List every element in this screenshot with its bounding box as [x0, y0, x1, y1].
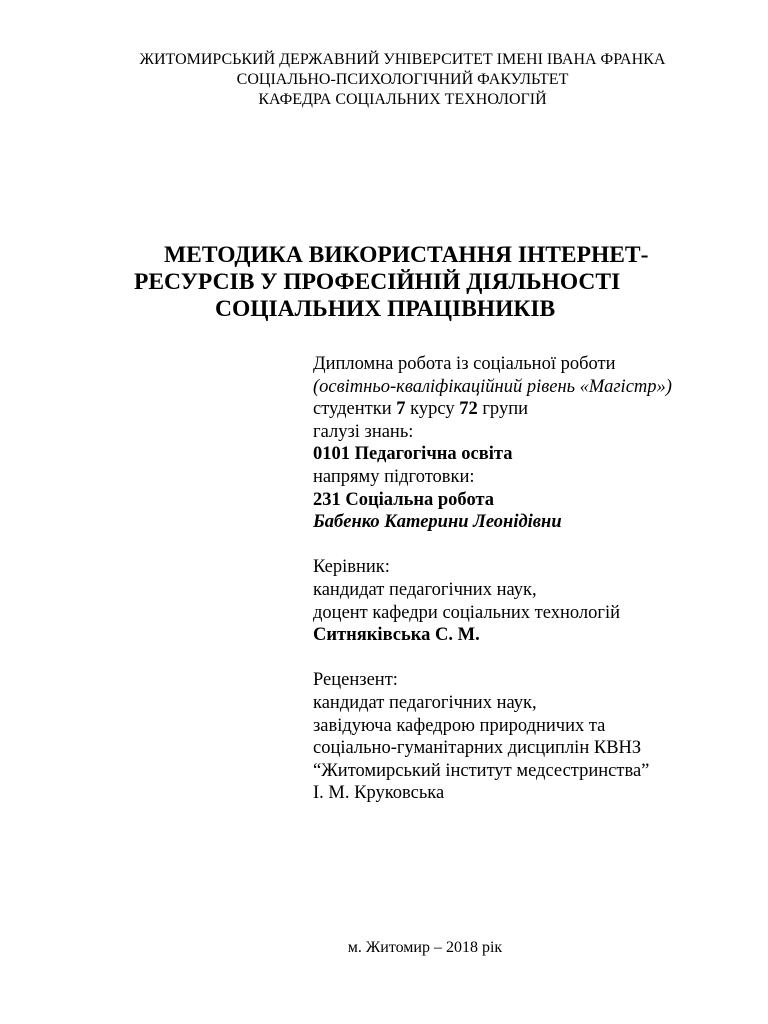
student-prefix: студентки — [313, 399, 397, 420]
university-header — [0, 50, 768, 110]
title-line-1: МЕТОДИКА ВИКОРИСТАННЯ ІНТЕРНЕТ- — [164, 242, 649, 268]
qualification-level: (освітньо-кваліфікаційний рівень «Магістр») — [313, 376, 672, 397]
work-type: Дипломна робота із соціальної роботи — [313, 354, 616, 374]
field-of-knowledge: 0101 Педагогічна освіта — [313, 444, 513, 465]
spacer — [313, 647, 672, 670]
training-direction: 231 Соціальна робота — [313, 489, 495, 510]
reviewer-label: Рецензент: — [313, 670, 398, 691]
supervisor-name: Ситняківська С. М. — [313, 625, 480, 646]
title-line-3: СОЦІАЛЬНИХ ПРАЦІВНИКІВ — [215, 296, 556, 322]
student-course-group — [313, 398, 672, 421]
reviewer-position-line-2: соціально-гуманітарних дисциплін КВНЗ — [313, 738, 642, 759]
course-number: 7 — [396, 399, 406, 420]
group-number: 72 — [459, 399, 478, 420]
department-name: КАФЕДРА СОЦІАЛЬНИХ ТЕХНОЛОГІЙ — [258, 91, 547, 108]
field-label: галузі знань: — [313, 421, 414, 442]
course-word: курсу — [405, 399, 460, 420]
direction-label: напряму підготовки: — [313, 466, 475, 487]
group-word: групи — [477, 399, 528, 420]
title-line-2: РЕСУРСІВ У ПРОФЕСІЙНІЙ ДІЯЛЬНОСТІ — [134, 269, 621, 295]
supervisor-degree: кандидат педагогічних наук, — [313, 579, 537, 600]
student-name: Бабенко Катерини Леонідівни — [313, 512, 562, 533]
reviewer-degree: кандидат педагогічних наук, — [313, 692, 537, 713]
place-and-year: м. Житомир – 2018 рік — [347, 939, 503, 956]
faculty-name: СОЦІАЛЬНО-ПСИХОЛОГІЧНИЙ ФАКУЛЬТЕТ — [236, 71, 569, 88]
supervisor-position: доцент кафедри соціальних технологій — [313, 602, 620, 623]
thesis-info-block — [313, 353, 672, 805]
reviewer-position-line-1: завідуюча кафедрою природничих та — [313, 715, 606, 736]
supervisor-label: Керівник: — [313, 557, 390, 578]
spacer — [313, 534, 672, 557]
reviewer-name: І. М. Круковська — [313, 783, 445, 804]
reviewer-institution: “Житомирський інститут медсестринства” — [313, 760, 650, 781]
university-name: ЖИТОМИРСЬКИЙ ДЕРЖАВНИЙ УНІВЕРСИТЕТ ІМЕНІ ІВАНА ФРАНКА — [139, 51, 666, 68]
